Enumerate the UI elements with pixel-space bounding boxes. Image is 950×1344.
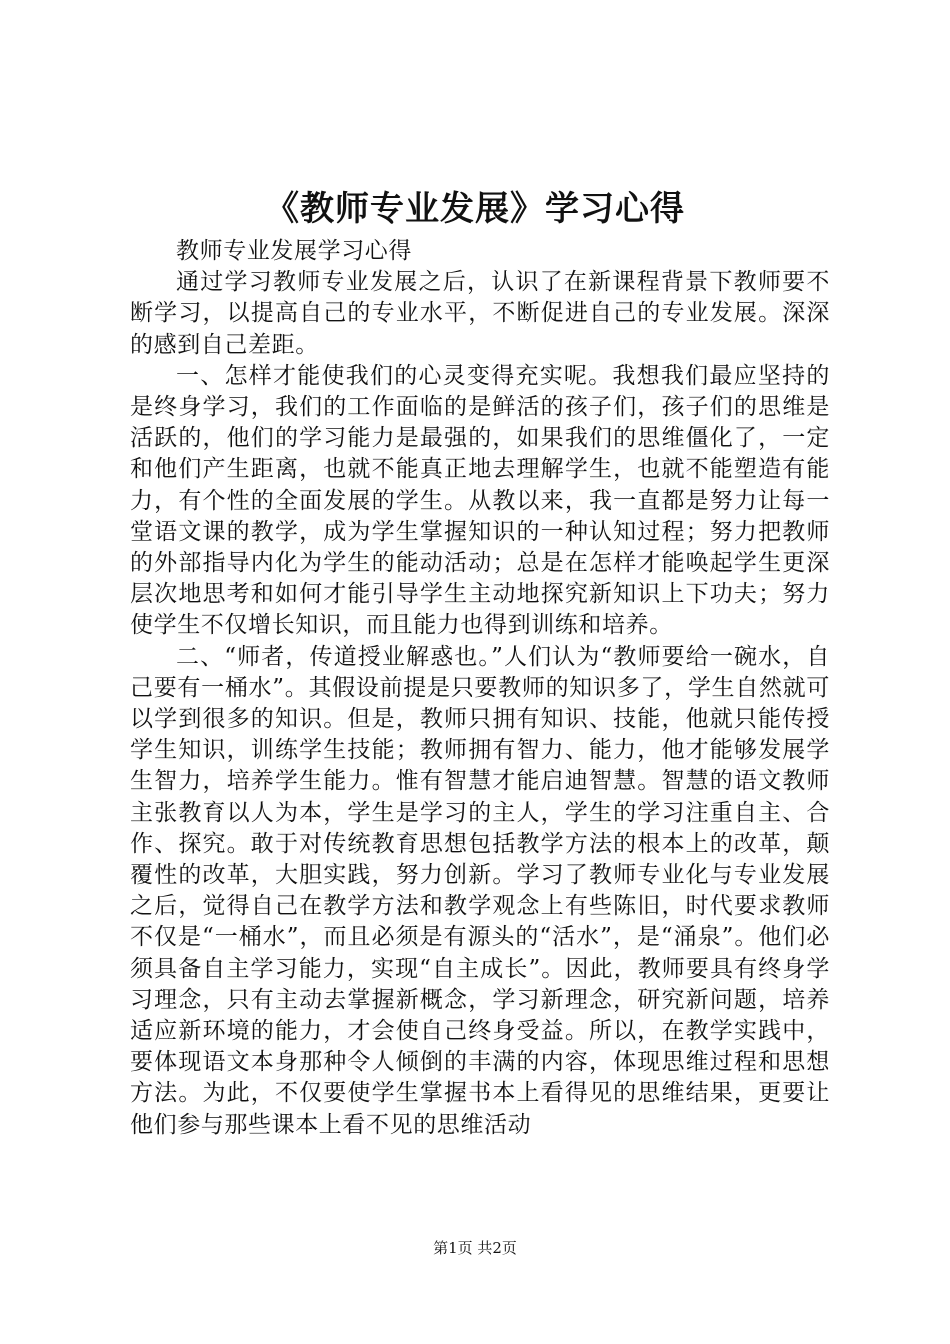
paragraph-section-two: 二、“师者，传道授业解惑也。”人们认为“教师要给一碗水，自己要有一桶水”。其假设前提是只要教师的知识多了，学生自然就可以学到很多的知识。但是，教师只拥有知识、技能，他就只能传授学生知识，训练学生技能；教师拥有智力、能力，他才能够发展学生智力，培养学生能力。惟有智慧才能启迪智慧。智慧的语文教师主张教育以人为本，学生是学习的主人，学生的学习注重自主、合作、探究。敢于对传统教育思想包括教学方法的根本上的改革，颠覆性的改革，大胆实践，努力创新。学习了教师专业化与专业发展之后，觉得自己在教学方法和教学观念上有些陈旧，时代要求教师不仅是“一桶水”，而且必须是有源头的“活水”，是“涌泉”。他们必须具备自主学习能力，实现“自主成长”。因此，教师要具有终身学习理念，只有主动去掌握新概念，学习新理念，研究新问题，培养适应新环境的能力，才会使自己终身受益。所以，在教学实践中，要体现语文本身那种令人倾倒的丰满的内容，体现思维过程和思想方法。为此，不仅要使学生掌握书本上看得见的思维结果，更要让他们参与那些课本上看不见的思维活动 bbox=[130, 643, 830, 1138]
document-title: 《教师专业发展》学习心得 bbox=[265, 189, 685, 229]
paragraph-intro: 通过学习教师专业发展之后，认识了在新课程背景下教师要不断学习，以提高自己的专业水平，不断促进自己的专业发展。深深的感到自己差距。 bbox=[130, 269, 830, 358]
paragraph-section-one: 一、怎样才能使我们的心灵变得充实呢。我想我们最应坚持的是终身学习，我们的工作面临的是鲜活的孩子们，孩子们的思维是活跃的，他们的学习能力是最强的，如果我们的思维僵化了，一定和他们产生距离，也就不能真正地去理解学生，也就不能塑造有能力，有个性的全面发展的学生。从教以来，我一直都是努力让每一堂语文课的教学，成为学生掌握知识的一种认知过程；努力把教师的外部指导内化为学生的能动活动；总是在怎样才能唤起学生更深层次地思考和如何才能引导学生主动地探究新知识上下功夫；努力使学生不仅增长知识，而且能力也得到训练和培养。 bbox=[130, 362, 830, 639]
paragraph-subtitle: 教师专业发展学习心得 bbox=[176, 238, 412, 264]
document-body bbox=[130, 236, 830, 1141]
page-footer: 第1页 共2页 bbox=[433, 1239, 517, 1257]
